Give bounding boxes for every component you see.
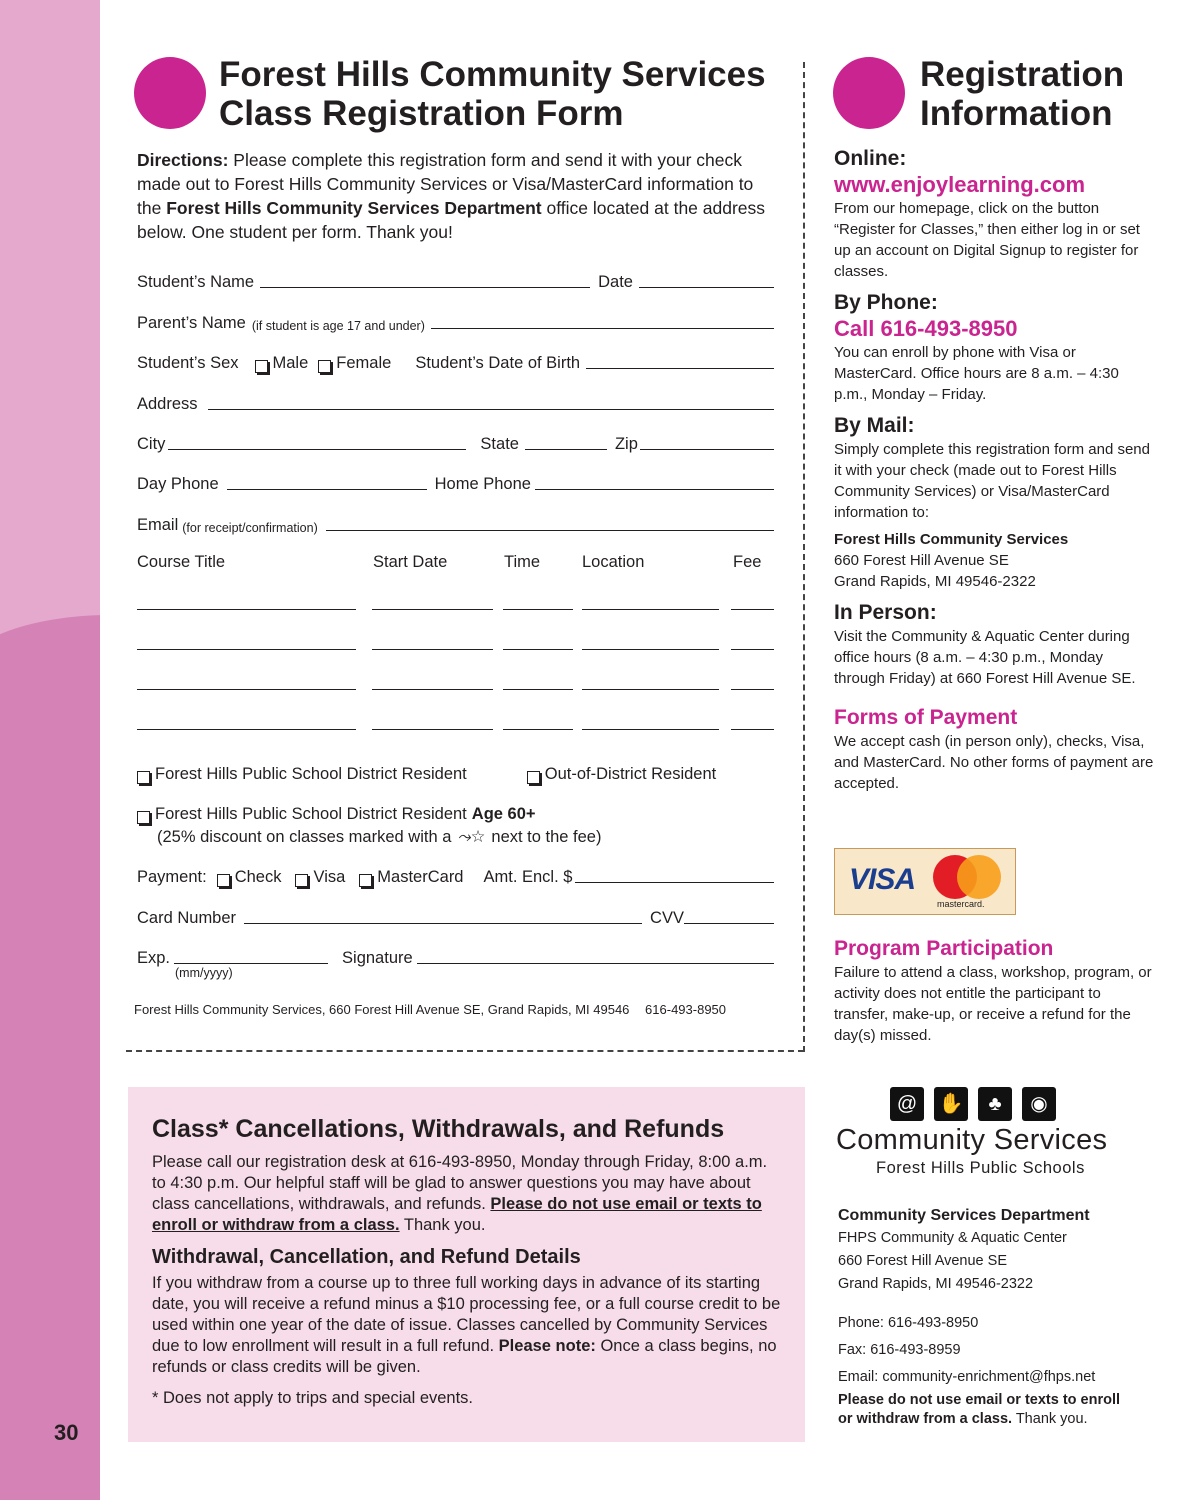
program-participation <box>834 936 1154 1046</box>
cancellation-text: Please call our registration desk at 616-493-8950, Monday through Friday, 8:00 a.m. to 4:30 p.m. Our helpful staff will be glad to answer questions you may have about class cancellations, withdrawals, and refunds. <box>152 1153 768 1213</box>
resident-checkbox[interactable] <box>137 771 150 784</box>
department-email[interactable]: Email: community-enrichment@fhps.net <box>838 1369 1096 1385</box>
course-title-header: Course Title <box>137 553 226 571</box>
phone-heading: By Phone: <box>834 291 938 314</box>
payment-text: We accept cash (in person only), checks, Visa, and MasterCard. No other forms of payment are accepted. <box>834 733 1154 792</box>
hand-icon: ✋ <box>934 1087 968 1121</box>
row-residency <box>137 760 774 784</box>
phone-text: You can enroll by phone with Visa or MasterCard. Office hours are 8 a.m. – 4:30 p.m., Monday – Friday. <box>834 344 1119 403</box>
card-number-field[interactable] <box>244 923 642 924</box>
out-of-district-label: Out-of-District Resident <box>544 765 717 783</box>
title-dot <box>134 57 206 129</box>
logo-subtitle: Forest Hills Public Schools <box>876 1159 1085 1177</box>
mastercard-logo: mastercard. <box>937 899 985 909</box>
time-header: Time <box>504 553 541 571</box>
date-label: Date <box>598 273 633 291</box>
info-title-dot <box>833 57 905 129</box>
card-logos <box>834 848 1016 915</box>
start-date-field-row1[interactable] <box>372 609 493 610</box>
online-link[interactable]: www.enjoylearning.com <box>834 172 1086 197</box>
visa-label: Visa <box>313 868 346 886</box>
visa-logo: VISA <box>849 863 916 896</box>
mail-street: 660 Forest Hill Avenue SE <box>834 552 1009 569</box>
time-field-row3[interactable] <box>503 689 573 690</box>
row-payment <box>137 863 774 887</box>
department-contact <box>838 1204 1138 1429</box>
parent-note: (if student is age 17 and under) <box>251 319 425 333</box>
department-phone: Phone: 616-493-8950 <box>838 1315 979 1331</box>
online-heading: Online: <box>834 147 907 170</box>
fee-header: Fee <box>733 553 762 571</box>
city-field[interactable] <box>168 449 466 450</box>
footer-address: Forest Hills Community Services, 660 Forest Hill Avenue SE, Grand Rapids, MI 49546 <box>134 1002 630 1017</box>
cancellation-paragraph <box>152 1152 781 1236</box>
row-sex-dob <box>137 349 774 373</box>
start-date-header: Start Date <box>373 553 448 571</box>
student-name-label: Student’s Name <box>137 273 255 291</box>
sex-label: Student’s Sex <box>137 354 239 372</box>
time-field-row1[interactable] <box>503 609 573 610</box>
footer-phone: 616-493-8950 <box>645 1002 727 1017</box>
start-date-field-row3[interactable] <box>372 689 493 690</box>
location-field-row4[interactable] <box>582 729 719 730</box>
state-field[interactable] <box>525 449 607 450</box>
course-title-field-row1[interactable] <box>137 609 356 610</box>
info-title-line1: Registration <box>920 55 1125 94</box>
department-fax: Fax: 616-493-8959 <box>838 1342 961 1358</box>
mail-text: Simply complete this registration form and send it with your check (made out to Forest Hills Community Services) or Visa/MasterCard information to: <box>834 441 1150 521</box>
email-label: Email <box>137 516 179 534</box>
course-title-field-row3[interactable] <box>137 689 356 690</box>
program-text: Failure to attend a class, workshop, program, or activity does not entitle the participant to transfer, make-up, or receive a refund for the day(s) missed. <box>834 964 1152 1044</box>
cvv-label: CVV <box>650 909 684 927</box>
cut-line-vertical <box>803 62 805 1052</box>
program-heading: Program Participation <box>834 937 1054 960</box>
student-name-field[interactable] <box>260 287 590 288</box>
parent-name-field[interactable] <box>431 328 774 329</box>
directions-bold: Forest Hills Community Services Department <box>166 198 542 218</box>
state-label: State <box>480 435 519 453</box>
person-text: Visit the Community & Aquatic Center during office hours (8 a.m. – 4:30 p.m., Monday through Friday) at 660 Forest Hill Avenue SE. <box>834 628 1136 687</box>
department-note-bold: Please do not use email or texts to enroll or withdraw from a class. <box>838 1392 1121 1427</box>
location-header: Location <box>582 553 645 571</box>
cancellation-thanks: Thank you. <box>399 1216 486 1234</box>
tree-icon: ♣ <box>978 1087 1012 1121</box>
cancellation-warning: Please do not use email or texts to enroll or withdraw from a class. <box>152 1195 762 1234</box>
person-heading: In Person: <box>834 601 937 624</box>
eye-icon: ◉ <box>1022 1087 1056 1121</box>
department-line1: FHPS Community & Aquatic Center <box>838 1230 1067 1246</box>
refund-paragraph <box>152 1273 781 1378</box>
amount-field[interactable] <box>575 882 774 883</box>
male-label: Male <box>272 354 309 372</box>
mastercard-checkbox[interactable] <box>359 874 372 887</box>
home-phone-label: Home Phone <box>434 475 531 493</box>
check-label: Check <box>234 868 282 886</box>
refund-note-label: Please note: <box>498 1337 596 1355</box>
star-icon: ⤳☆ <box>457 828 486 846</box>
department-line2: 660 Forest Hill Avenue SE <box>838 1253 1007 1269</box>
row-phones <box>137 470 774 494</box>
spiral-icon: @ <box>890 1087 924 1121</box>
page-number: 30 <box>54 1420 79 1445</box>
refund-text: If you withdraw from a course up to three full working days in advance of its starting date, you will receive a refund minus a $10 processing fee, or a full course credit to be used within one year of the date of issue. Classes cancelled by Community Services due to low enrollment will result in a full refund. <box>152 1274 781 1355</box>
phone-link[interactable]: Call 616-493-8950 <box>834 316 1018 341</box>
directions <box>137 148 777 244</box>
age-60-label: Age 60+ <box>471 805 536 823</box>
row-city-state-zip <box>137 430 774 454</box>
email-field[interactable] <box>326 530 774 531</box>
directions-label: Directions: <box>137 150 229 170</box>
mail-name: Forest Hills Community Services <box>834 531 1069 548</box>
out-of-district-checkbox[interactable] <box>527 771 540 784</box>
form-title <box>219 55 766 133</box>
zip-field[interactable] <box>640 449 774 450</box>
signature-field[interactable] <box>417 963 774 964</box>
dob-label: Student’s Date of Birth <box>415 354 581 372</box>
mail-city: Grand Rapids, MI 49546-2322 <box>834 573 1036 590</box>
day-phone-label: Day Phone <box>137 475 219 493</box>
location-field-row3[interactable] <box>582 689 719 690</box>
department-note-end: Thank you. <box>1012 1411 1088 1427</box>
online-text: From our homepage, click on the button “Register for Classes,” then either log in or set up an account on Digital Signup to register for classes. <box>834 200 1140 280</box>
course-title-field-row2[interactable] <box>137 649 356 650</box>
exp-note: (mm/yyyy) <box>175 966 233 980</box>
row-resident-60 <box>137 800 774 824</box>
logo-title: Community Services <box>836 1124 1108 1156</box>
payment-label: Payment: <box>137 868 207 886</box>
amount-label: Amt. Encl. $ <box>483 868 573 886</box>
row-email <box>137 511 774 535</box>
logo-icons <box>890 1087 1056 1121</box>
dob-field[interactable] <box>586 368 774 369</box>
refund-subheading: Withdrawal, Cancellation, and Refund Details <box>152 1246 581 1268</box>
form-footer <box>134 1002 726 1017</box>
row-student-name <box>137 268 774 292</box>
mastercard-circle-orange <box>957 855 1001 899</box>
row-address <box>137 390 774 414</box>
day-phone-field[interactable] <box>227 489 427 490</box>
sidebar-curve <box>0 615 100 735</box>
date-field[interactable] <box>639 287 774 288</box>
fee-field-row3[interactable] <box>731 689 774 690</box>
check-checkbox[interactable] <box>217 874 230 887</box>
resident-60-checkbox[interactable] <box>137 811 150 824</box>
payment-heading: Forms of Payment <box>834 706 1018 729</box>
row-discount <box>157 823 794 847</box>
discount-text-2: next to the fee) <box>491 828 602 846</box>
fee-field-row1[interactable] <box>731 609 774 610</box>
cvv-field[interactable] <box>684 923 774 924</box>
discount-text-1: (25% discount on classes marked with a <box>157 828 452 846</box>
fee-field-row4[interactable] <box>731 729 774 730</box>
page-sidebar <box>0 0 100 1500</box>
form-title-line2: Class Registration Form <box>219 94 624 133</box>
row-card <box>137 904 774 928</box>
exp-field[interactable] <box>174 963 328 964</box>
card-number-label: Card Number <box>137 909 237 927</box>
visa-checkbox[interactable] <box>295 874 308 887</box>
cancellation-heading: Class* Cancellations, Withdrawals, and Refunds <box>152 1115 725 1143</box>
address-field[interactable] <box>208 409 774 410</box>
info-title-line2: Information <box>920 94 1113 133</box>
department-note <box>838 1391 1138 1429</box>
signature-label: Signature <box>342 949 413 967</box>
email-note: (for receipt/confirmation) <box>182 521 318 535</box>
registration-info <box>834 146 1154 794</box>
start-date-field-row2[interactable] <box>372 649 493 650</box>
time-field-row2[interactable] <box>503 649 573 650</box>
parent-name-label: Parent’s Name <box>137 314 246 332</box>
exp-label: Exp. <box>137 949 171 967</box>
location-field-row2[interactable] <box>582 649 719 650</box>
cancellation-box <box>128 1087 805 1442</box>
info-title <box>920 55 1124 133</box>
female-checkbox[interactable] <box>318 360 331 373</box>
form-title-line1: Forest Hills Community Services <box>219 55 766 94</box>
row-exp-signature <box>137 944 774 968</box>
department-line3: Grand Rapids, MI 49546-2322 <box>838 1276 1034 1292</box>
cut-line-horizontal <box>126 1050 804 1052</box>
department-name: Community Services Department <box>838 1207 1090 1224</box>
resident-label: Forest Hills Public School District Resident <box>155 765 467 783</box>
sidebar-light-band <box>0 0 100 650</box>
city-label: City <box>137 435 166 453</box>
male-checkbox[interactable] <box>255 360 268 373</box>
location-field-row1[interactable] <box>582 609 719 610</box>
fee-field-row2[interactable] <box>731 649 774 650</box>
footnote: * Does not apply to trips and special events. <box>152 1389 474 1407</box>
row-parent-name <box>137 309 774 333</box>
refund-note: Once a class begins, no refunds or class credits will be given. <box>152 1337 777 1376</box>
female-label: Female <box>336 354 392 372</box>
directions-text-1: Please complete this registration form and send it with your check made out to Forest Hills Community Services or Visa/MasterCard information to the <box>137 150 754 218</box>
address-label: Address <box>137 395 198 413</box>
time-field-row4[interactable] <box>503 729 573 730</box>
directions-text-2: office located at the address below. One student per form. Thank you! <box>137 198 766 242</box>
start-date-field-row4[interactable] <box>372 729 493 730</box>
zip-label: Zip <box>614 435 638 453</box>
resident-60-label: Forest Hills Public School District Resident <box>155 805 467 823</box>
home-phone-field[interactable] <box>535 489 774 490</box>
mail-heading: By Mail: <box>834 414 915 437</box>
course-title-field-row4[interactable] <box>137 729 356 730</box>
mastercard-label: MasterCard <box>377 868 464 886</box>
